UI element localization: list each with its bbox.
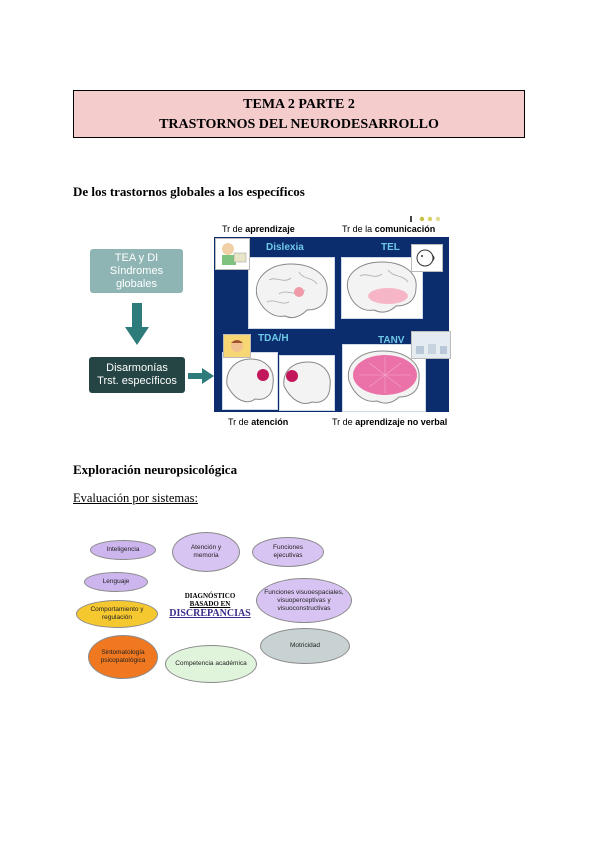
caption-atencion-prefix: Tr de [228,417,252,427]
center-line-2: BASADO EN [189,600,231,608]
hyperactive-child-image [223,334,251,358]
caption-aprendizaje-prefix: Tr de [222,224,246,234]
pane-dislexia [248,257,335,329]
node-inteligencia: Inteligencia [90,540,156,560]
pane-label-tanv: TANV [378,335,405,346]
title-line-2: TRASTORNOS DEL NEURODESARROLLO [159,117,439,132]
node-funciones-ejecutivas: Funciones ejecutivas [252,537,324,567]
caption-anv-prefix: Tr de [332,417,356,427]
box-tea-di [90,249,183,293]
node-motricidad: Motricidad [260,628,350,664]
section-heading-exploracion: Exploración neuropsicológica [73,462,238,477]
brain-icon [280,356,334,410]
brain-icon [342,258,422,318]
node-atencion-memoria: Atención y memoria [172,532,240,572]
decorative-dots-icon [410,214,446,222]
box-tea-di-line-1: TEA y DI [114,251,159,264]
child-reading-image [215,238,250,270]
section-heading-global-specific: De los trastornos globales a los específicos [73,184,305,199]
child-speaking-image [411,244,443,272]
brain-icon [249,258,334,328]
classroom-icon [412,332,450,358]
center-line-1: DIAGNÓSTICO [184,592,236,600]
node-competencia-academica: Competencia académica [165,645,257,683]
child-icon [216,239,249,269]
caption-aprendizaje-no-verbal [332,417,447,427]
pane-tdah-right [279,355,335,411]
node-sintomatologia: Sintomatología psicopatológica [88,635,158,679]
box-disarmonias-line-1: Disarmonías [106,362,168,374]
caption-anv-bold: aprendizaje no verbal [355,417,448,427]
center-line-3: DISCREPANCIAS [169,608,251,619]
pane-label-tel: TEL [381,242,400,253]
box-disarmonias [89,357,185,393]
caption-aprendizaje [222,224,295,234]
caption-atencion-bold: atención [251,417,289,427]
box-disarmonias-line-2: Trst. específicos [97,375,177,387]
cartoon-child-icon [224,335,250,357]
node-lenguaje: Lenguaje [84,572,148,592]
title-box [73,90,525,138]
right-arrow-icon [188,368,214,384]
caption-comunicacion-prefix: Tr de la [342,224,375,234]
subheading-evaluacion: Evaluación por sistemas: [73,491,198,505]
caption-comunicacion-bold: comunicación [374,224,436,234]
node-visuoespaciales: Funciones visuoespaciales, visuoperceptivas y visuoconstructivas [256,578,352,623]
node-comportamiento: Comportamiento y regulación [76,600,158,628]
caption-comunicacion [342,224,435,234]
title-line-1: TEMA 2 PARTE 2 [243,97,355,112]
box-tea-di-line-2: Síndromes [109,264,164,277]
classroom-image [411,331,451,359]
speaking-face-icon [412,245,442,271]
pane-tdah-left [222,352,278,410]
diagram-center [160,592,260,620]
down-arrow-icon [125,303,149,345]
caption-aprendizaje-bold: aprendizaje [245,224,295,234]
pane-label-dislexia: Dislexia [266,242,304,253]
caption-atencion [228,417,288,427]
pane-label-tdah: TDA/H [258,333,289,344]
box-tea-di-line-3: globales [116,277,157,290]
brain-icon [223,353,277,409]
